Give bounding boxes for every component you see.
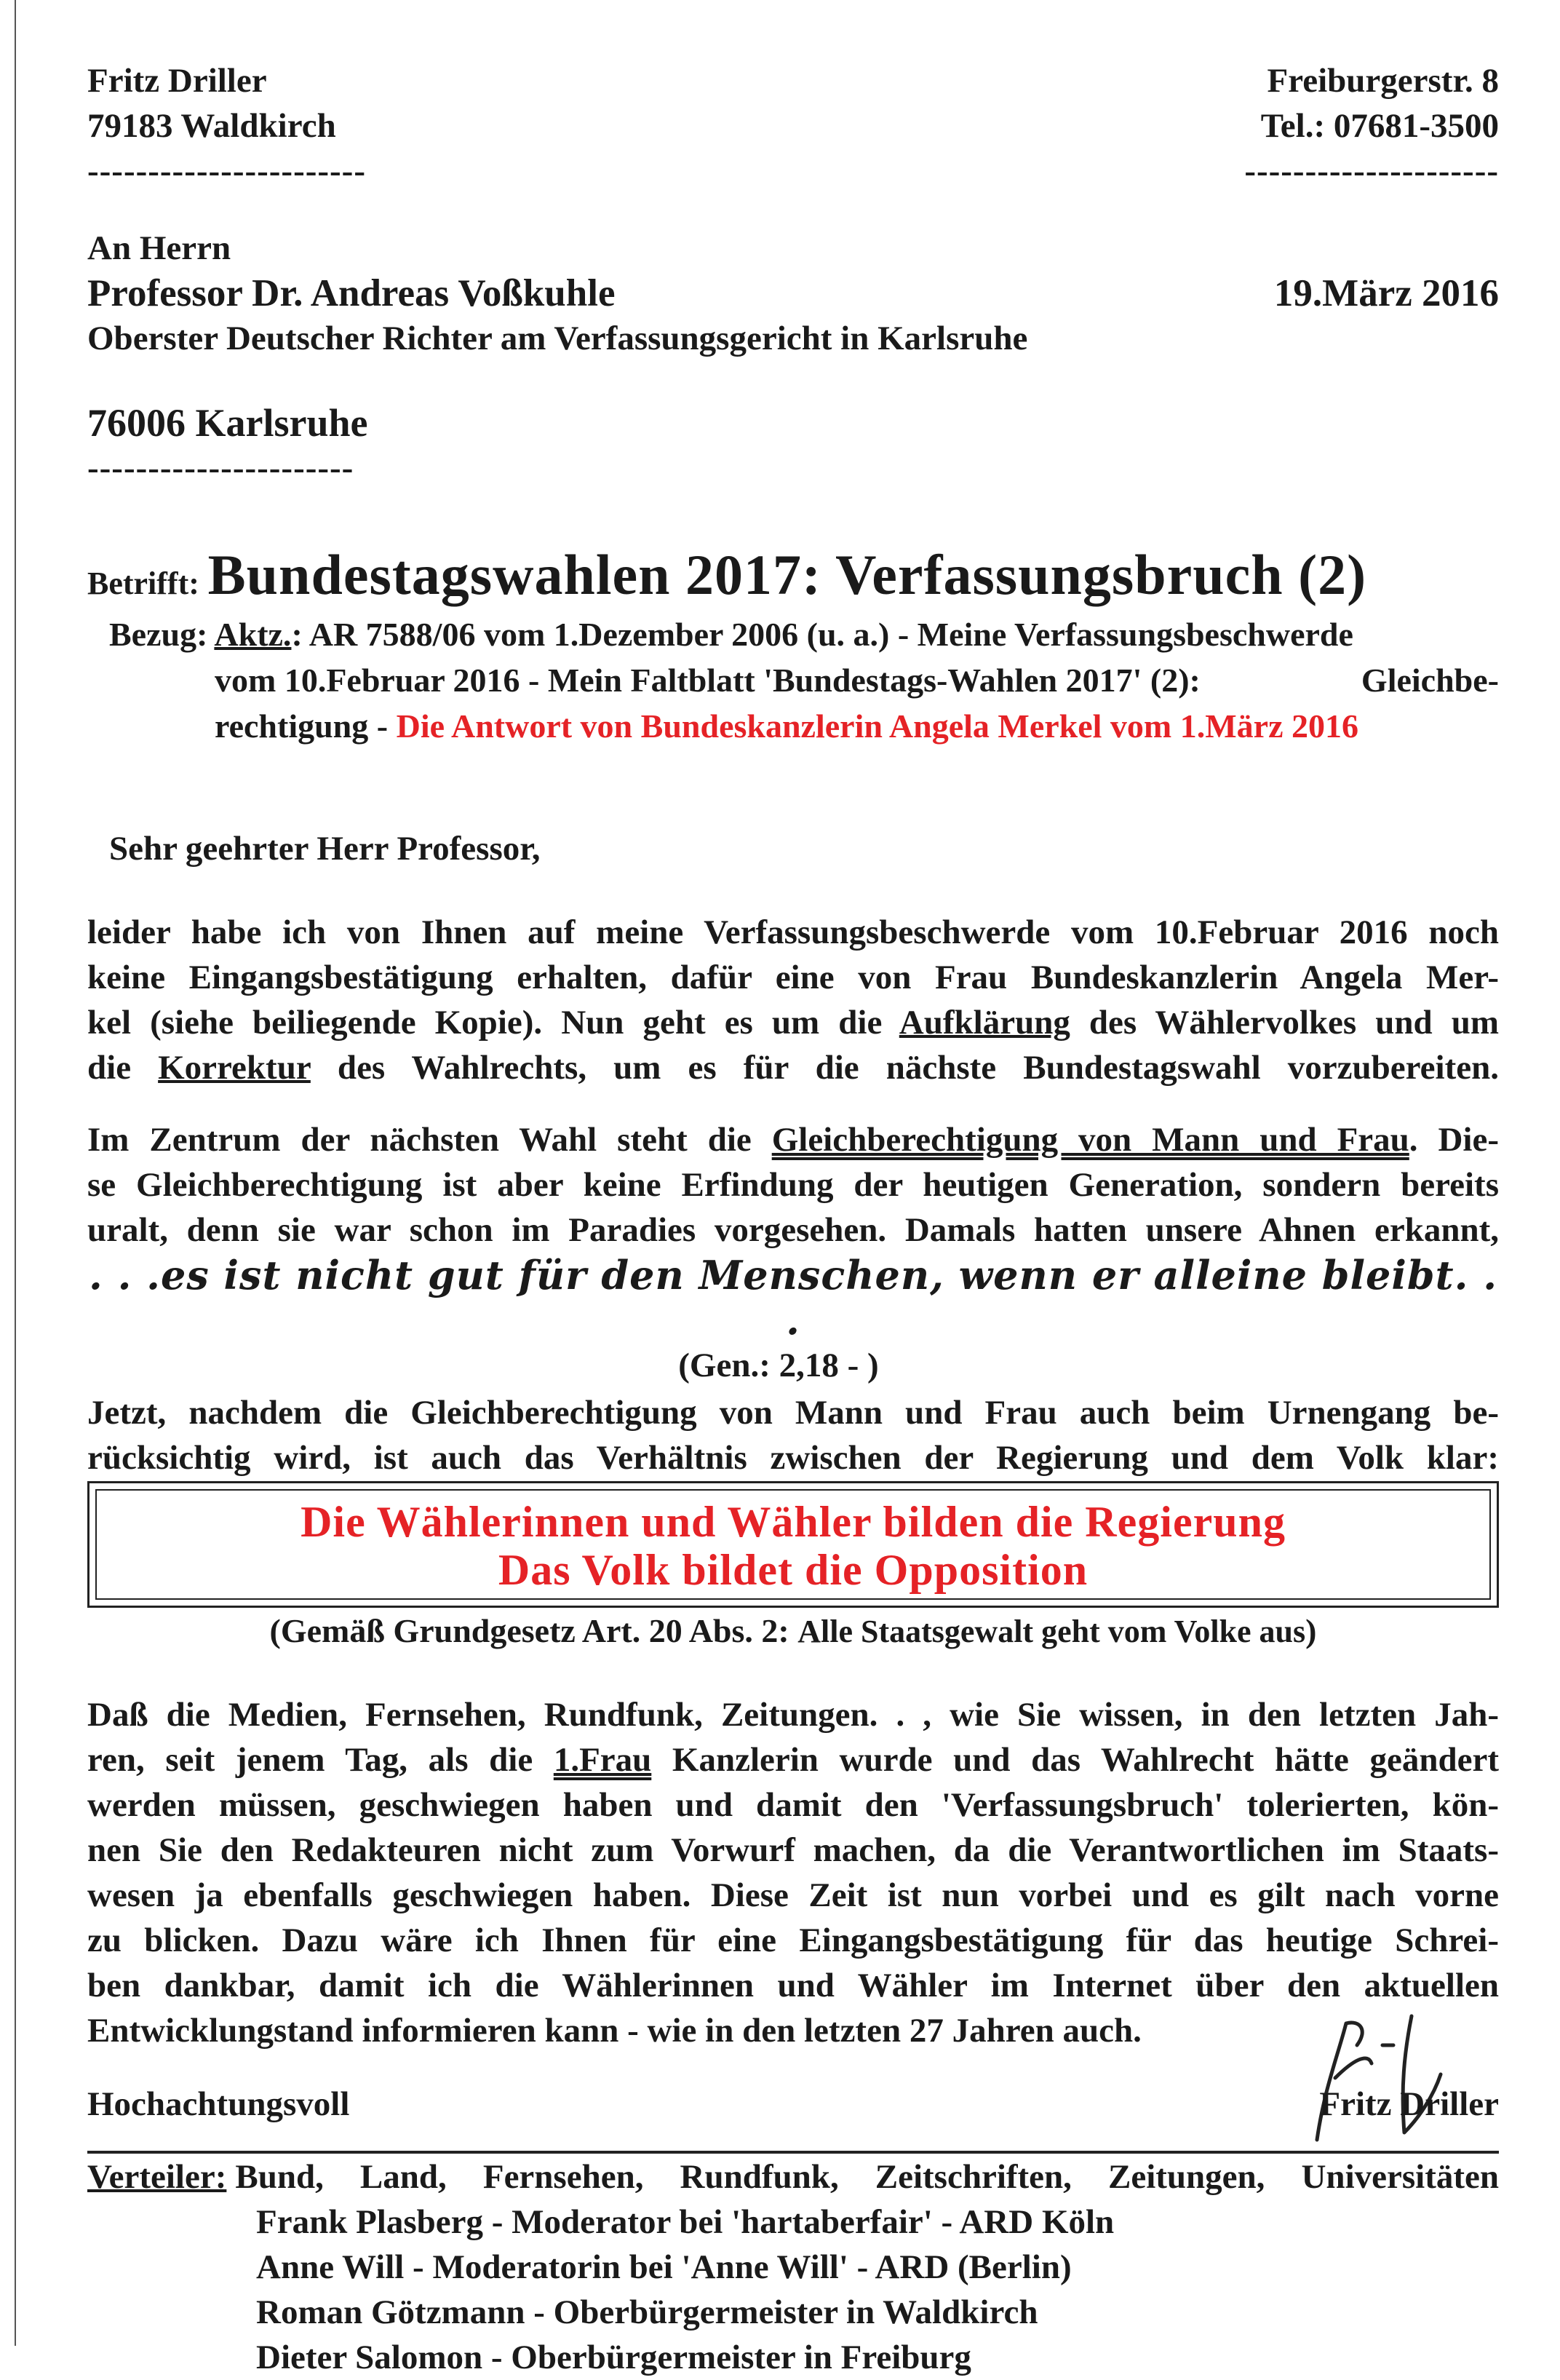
recipient-salutation: An Herrn — [87, 229, 231, 267]
distribution-label: Verteiler: — [87, 2158, 227, 2196]
recipient-title: Oberster Deutscher Richter am Verfassungsgericht in Karlsruhe — [87, 320, 1028, 357]
reference-line3-text: rechtigung - — [215, 707, 397, 745]
statement-line-2: Das Volk bildet die Opposition — [498, 1546, 1089, 1594]
emphasis-aufklaerung: Aufklärung — [899, 1004, 1070, 1042]
p4-line-3 — [87, 1782, 1499, 1828]
p4-line2-end: Kanzlerin wurde und das Wahlrecht hätte geändert — [651, 1741, 1499, 1779]
law-prefix: (Gemäß Grundgesetz Art. 20 Abs. 2: — [269, 1612, 798, 1649]
p4-line-7: ben dankbar, damit ich die Wählerinnen und Wähler im Internet über den aktuellen — [87, 1967, 1499, 2004]
p4-line2-text: ren, seit jenem Tag, als die — [87, 1741, 554, 1779]
distribution-recipient: Anne Will - Moderatorin bei 'Anne Will' - ARD (Berlin) — [256, 2248, 1072, 2286]
emphasis-korrektur: Korrektur — [158, 1049, 311, 1087]
distribution-rule — [87, 2151, 1499, 2154]
p1-line3-end: des Wählervolkes und um — [1070, 1004, 1500, 1042]
emphasis-gleichberechtigung: Gleichberechtigung von Mann und Frau — [771, 1121, 1409, 1159]
recipient-city-block — [87, 400, 1499, 491]
p4-line-4: nen Sie den Redakteuren nicht zum Vorwurf machen, da die Verantwortlichen im Staats- — [87, 1831, 1499, 1869]
p2-line1-text: Im Zentrum der nächsten Wahl steht die — [87, 1121, 772, 1159]
p4-line-8: Entwicklungstand informieren kann - wie in den letzten 27 Jahren auch. — [87, 2012, 1142, 2050]
subject-label: Betrifft: — [87, 566, 199, 601]
p4-line3-text: werden müssen, geschwiegen haben und damit den — [87, 1786, 942, 1824]
constitution-reference — [87, 1609, 1499, 1654]
reference-line1-text: : AR 7588/06 vom 1.Dezember 2006 (u. a.) - Meine Verfassungsbeschwerde — [291, 616, 1353, 653]
p1-line-4 — [87, 1045, 1499, 1090]
subject-line — [87, 539, 1499, 620]
p2-line-2: se Gleichberechtigung ist aber keine Erfindung der heutigen Generation, sondern bereits — [87, 1166, 1499, 1204]
p4-line-2 — [87, 1737, 1499, 1782]
p2-line-1 — [87, 1117, 1499, 1162]
p2-line1-end: . Die- — [1409, 1121, 1499, 1159]
subject-title: Bundestagswahlen 2017: Verfassungsbruch (2) — [207, 543, 1367, 606]
bible-quote: . . .es ist nicht gut für den Menschen, wenn er alleine bleibt. . . — [88, 1252, 1497, 1344]
greeting: Sehr geehrter Herr Professor, — [109, 830, 541, 868]
distribution-recipients — [256, 2199, 1499, 2380]
reference-block — [87, 611, 1499, 749]
sender-contact-block — [1244, 58, 1499, 194]
reference-line-1 — [109, 611, 1499, 657]
recipient-city: 76006 Karlsruhe — [87, 401, 368, 445]
sender-phone: Tel.: 07681-3500 — [1260, 107, 1499, 145]
p4-line3-end: tolerierten, kön- — [1223, 1786, 1499, 1824]
address-rule: ---------------------- — [87, 449, 354, 487]
letter-date: 19.März 2016 — [1273, 272, 1499, 314]
reference-line-2 — [215, 657, 1499, 703]
reference-line-3 — [215, 703, 1499, 749]
statement-box-inner — [95, 1489, 1491, 1600]
sender-name: Fritz Driller — [87, 62, 267, 100]
p4-line-6: zu blicken. Dazu wäre ich Ihnen für eine Eingangsbestätigung für das heutige Schrei- — [87, 1921, 1499, 1959]
sender-rule: ----------------------- — [87, 152, 366, 190]
p1-line4-text: die — [87, 1049, 159, 1087]
emphasis-erste-frau: 1.Frau — [553, 1741, 652, 1779]
distribution-block — [87, 2154, 1499, 2380]
statement-line-1: Die Wählerinnen und Wähler bilden die Regierung — [301, 1498, 1286, 1546]
paragraph-1 — [87, 910, 1499, 1090]
p1-line-1: leider habe ich von Ihnen auf meine Verfassungsbeschwerde vom 10.Februar 2016 noch — [87, 913, 1499, 951]
distribution-recipient: Roman Götzmann - Oberbürgermeister in Waldkirch — [256, 2293, 1038, 2331]
law-suffix: ) — [1305, 1612, 1317, 1649]
sender-city: 79183 Waldkirch — [87, 107, 336, 145]
reference-merkel-answer: Die Antwort von Bundeskanzlerin Angela Merkel vom 1.März 2016 — [396, 707, 1359, 745]
sender-block — [87, 58, 366, 194]
statement-lines — [97, 1491, 1489, 1594]
closing: Hochachtungsvoll — [87, 2085, 350, 2123]
paragraph-3 — [87, 1390, 1499, 1480]
statement-box — [87, 1481, 1499, 1608]
p1-line3-text: kel (siehe beiliegende Kopie). Nun geht es um die — [87, 1004, 899, 1042]
p4-line-5: wesen ja ebenfalls geschwiegen haben. Diese Zeit ist nun vorbei und es gilt nach vorne — [87, 1876, 1499, 1914]
distribution-recipient: Frank Plasberg - Moderator bei 'hartaberfair' - ARD Köln — [256, 2203, 1115, 2241]
distribution-general: Bund, Land, Fernsehen, Rundfunk, Zeitschriften, Zeitungen, Universitäten — [235, 2158, 1499, 2196]
p1-line-2: keine Eingangsbestätigung erhalten, dafür eine von Frau Bundeskanzlerin Angela Mer- — [87, 959, 1499, 996]
page-edge-line — [15, 0, 16, 2346]
reference-line2-text: vom 10.Februar 2016 - Mein Faltblatt 'Bundestags-Wahlen 2017' (2): — [215, 662, 1201, 699]
p1-line-3 — [87, 1000, 1499, 1045]
sender-street: Freiburgerstr. 8 — [1267, 62, 1499, 100]
p2-line-3: uralt, denn sie war schon im Paradies vorgesehen. Damals hatten unsere Ahnen erkannt, — [87, 1211, 1499, 1249]
bible-citation: (Gen.: 2,18 - ) — [678, 1346, 879, 1384]
p3-line-2: rücksichtig wird, ist auch das Verhältnis zwischen der Regierung und dem Volk klar: — [87, 1439, 1499, 1477]
reference-label: Bezug: — [109, 616, 208, 653]
distribution-line-1 — [87, 2154, 1499, 2199]
distribution-recipient: Dieter Salomon - Oberbürgermeister in Freiburg — [256, 2339, 971, 2376]
reference-aktz: Aktz. — [214, 616, 292, 653]
paragraph-4 — [87, 1692, 1499, 2053]
contact-rule: --------------------- — [1244, 152, 1499, 190]
emphasis-verfassungsbruch: 'Verfassungsbruch' — [941, 1786, 1224, 1824]
reference-line2-end: Gleichbe- — [1361, 662, 1499, 699]
p1-line4-end: des Wahlrechts, um es für die nächste Bundestagswahl vorzubereiten. — [310, 1049, 1499, 1087]
recipient-name: Professor Dr. Andreas Voßkuhle — [87, 272, 616, 314]
p3-line-1: Jetzt, nachdem die Gleichberechtigung von Mann und Frau auch beim Urnengang be- — [87, 1394, 1499, 1432]
law-quote: Alle Staatsgewalt geht vom Volke aus — [797, 1614, 1306, 1649]
paragraph-2 — [87, 1117, 1499, 1388]
p4-line-1: Daß die Medien, Fernsehen, Rundfunk, Zeitungen. . , wie Sie wissen, in den letzten Jah- — [87, 1696, 1499, 1734]
signature-name: Fritz Driller — [1319, 2085, 1499, 2123]
